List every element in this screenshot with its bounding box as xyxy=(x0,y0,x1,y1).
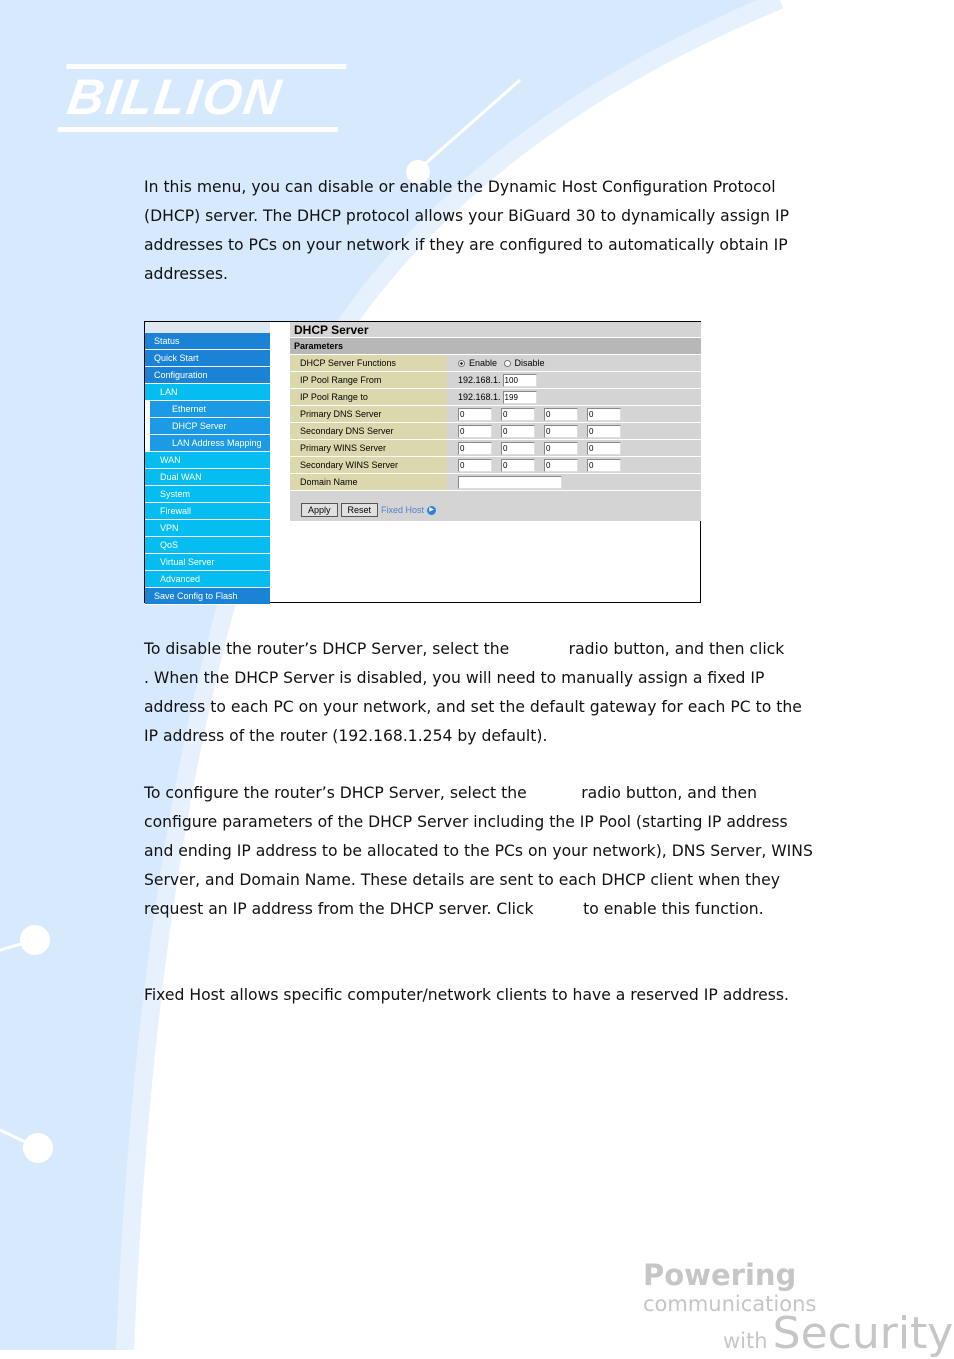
enable-radio[interactable] xyxy=(458,360,465,367)
ip-octet-input[interactable]: 0 xyxy=(458,442,492,455)
pool-from-input[interactable]: 100 xyxy=(503,374,537,387)
domain-name-input[interactable] xyxy=(458,476,562,489)
sidebar xyxy=(145,322,270,602)
label: Secondary DNS Server xyxy=(290,423,447,439)
ip-octet-input[interactable]: 0 xyxy=(458,425,492,438)
nav-item[interactable]: LAN xyxy=(145,384,270,401)
nav-item[interactable]: Firewall xyxy=(145,503,270,520)
nav-item[interactable]: WAN xyxy=(145,452,270,469)
ip-octet-input[interactable]: 0 xyxy=(458,459,492,472)
label: Secondary WINS Server xyxy=(290,457,447,473)
fixed-host-link[interactable]: Fixed Host xyxy=(381,505,425,515)
label: Domain Name xyxy=(290,474,447,490)
ip-octet-input[interactable]: 0 xyxy=(587,408,621,421)
ip-octet-input[interactable]: 0 xyxy=(544,459,578,472)
label: Primary DNS Server xyxy=(290,406,447,422)
apply-button[interactable]: Apply xyxy=(301,503,338,517)
nav-item[interactable]: Quick Start xyxy=(145,350,270,367)
label: DHCP Server Functions xyxy=(290,355,447,371)
reset-button[interactable]: Reset xyxy=(341,503,379,517)
dhcp-panel xyxy=(290,322,701,521)
ip-octet-input[interactable]: 0 xyxy=(501,442,535,455)
nav-item[interactable]: Status xyxy=(145,333,270,350)
ip-octet-input[interactable]: 0 xyxy=(501,408,535,421)
ip-octet-input[interactable]: 0 xyxy=(544,442,578,455)
ip-octet-input[interactable]: 0 xyxy=(501,459,535,472)
pool-to-input[interactable]: 199 xyxy=(503,391,537,404)
ip-octet-input[interactable]: 0 xyxy=(544,408,578,421)
primary-dns-fields xyxy=(447,406,701,422)
nav-item[interactable]: Configuration xyxy=(145,367,270,384)
disable-paragraph: To disable the router’s DHCP Server, select the radio button, and then click . When the DHCP Server is disabled, you will need to manually assign a fixed IP address to each PC on your network, and set the default gateway for each PC to the IP address of the router (192.168.1.254 by default). xyxy=(144,640,834,745)
fixed-host-paragraph: Fixed Host allows specific computer/network clients to have a reserved IP address. xyxy=(144,986,789,1004)
intro-paragraph: In this menu, you can disable or enable the Dynamic Host Configuration Protocol (DHCP) server. The DHCP protocol allows your BiGuard 30 to dynamically assign IP addresses to PCs on your network if they are configured to automatically obtain IP addresses. xyxy=(144,178,794,283)
nav-item[interactable]: System xyxy=(145,486,270,503)
ip-octet-input[interactable]: 0 xyxy=(587,442,621,455)
nav-item[interactable]: VPN xyxy=(145,520,270,537)
ip-octet-input[interactable]: 0 xyxy=(458,408,492,421)
slogan: Powering communications with Security xyxy=(643,1258,954,1359)
ip-octet-input[interactable]: 0 xyxy=(587,459,621,472)
nav-item[interactable]: QoS xyxy=(145,537,270,554)
secondary-wins-fields xyxy=(447,457,701,473)
nav-item[interactable]: LAN Address Mapping xyxy=(150,435,270,452)
nav-item[interactable]: Save Config to Flash xyxy=(145,588,270,605)
panel-title: DHCP Server xyxy=(290,322,701,338)
enable-label: Enable xyxy=(469,358,498,368)
secondary-dns-fields xyxy=(447,423,701,439)
label: IP Pool Range to xyxy=(290,389,447,405)
section-header: Parameters xyxy=(290,338,701,355)
nav-item[interactable]: Dual WAN xyxy=(145,469,270,486)
label: IP Pool Range From xyxy=(290,372,447,388)
nav-item[interactable]: Ethernet xyxy=(150,401,270,418)
billion-logo: BILLION xyxy=(57,64,347,132)
ip-octet-input[interactable]: 0 xyxy=(587,425,621,438)
ip-octet-input[interactable]: 0 xyxy=(501,425,535,438)
arrow-circle-icon[interactable]: ▶ xyxy=(427,506,436,515)
configure-paragraph: To configure the router’s DHCP Server, select the radio button, and then configure parameters of the DHCP Server including the IP Pool (starting IP address and ending IP address to be allocated to the PCs on your network), DNS Server, WINS Server, and Domain Name. These details are sent to each DHCP client when they request an IP address from the DHCP server. Click to enable this function. xyxy=(144,784,818,918)
nav-item[interactable]: DHCP Server xyxy=(150,418,270,435)
nav-item[interactable]: Virtual Server xyxy=(145,554,270,571)
ip-prefix: 192.168.1. xyxy=(458,375,501,385)
disable-label: Disable xyxy=(514,358,545,368)
nav-item[interactable]: Advanced xyxy=(145,571,270,588)
primary-wins-fields xyxy=(447,440,701,456)
ip-octet-input[interactable]: 0 xyxy=(544,425,578,438)
label: Primary WINS Server xyxy=(290,440,447,456)
disable-radio[interactable] xyxy=(504,360,511,367)
ip-prefix: 192.168.1. xyxy=(458,392,501,402)
dhcp-screenshot xyxy=(144,321,701,603)
